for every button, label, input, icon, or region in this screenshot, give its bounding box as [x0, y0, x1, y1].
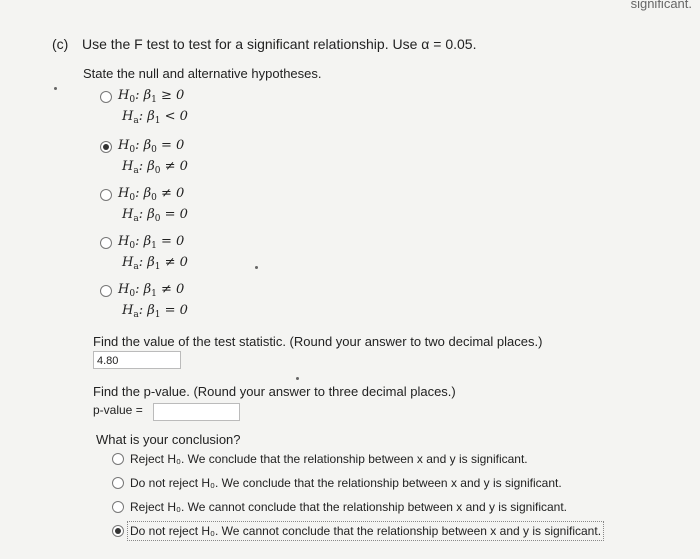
hypothesis-text: H: [118, 234, 130, 249]
radio-button[interactable]: [112, 453, 124, 465]
hypothesis-text: 0: [151, 145, 157, 155]
hypothesis-option[interactable]: [100, 282, 184, 299]
null-hypothesis: [118, 88, 184, 105]
hypothesis-text: 0: [129, 95, 136, 105]
hypotheses-prompt: State the null and alternative hypotheses.: [83, 66, 322, 81]
hypothesis-text: ≠ 0: [156, 282, 185, 297]
part-instruction: Use the F test to test for a significant relationship. Use α = 0.05.: [82, 36, 477, 52]
hypothesis-text: H: [122, 303, 134, 318]
hypothesis-text: ≠ 0: [160, 255, 188, 270]
alternative-hypothesis: [122, 159, 188, 176]
hypothesis-text: 1: [151, 289, 157, 299]
null-hypothesis: [118, 186, 184, 203]
hypothesis-text: ≥ 0: [156, 88, 185, 103]
hypothesis-text: ≠ 0: [156, 186, 185, 201]
radio-button[interactable]: [100, 189, 112, 201]
stray-mark: [54, 87, 57, 90]
hypothesis-text: = 0: [160, 207, 188, 222]
hypothesis-text: : β: [138, 255, 155, 270]
hypothesis-text: a: [133, 310, 139, 320]
hypothesis-text: : β: [135, 138, 152, 153]
conclusion-option[interactable]: [112, 524, 601, 538]
radio-button[interactable]: [100, 141, 112, 153]
alternative-hypothesis: [122, 207, 188, 224]
null-hypothesis: [118, 234, 184, 251]
null-hypothesis: [118, 282, 184, 299]
hypothesis-text: = 0: [160, 303, 188, 318]
hypothesis-text: 0: [154, 166, 161, 176]
conclusion-text: Reject H₀. We conclude that the relationship between x and y is significant.: [130, 452, 528, 466]
hypothesis-option[interactable]: [100, 186, 184, 203]
hypothesis-text: 1: [154, 116, 161, 126]
test-statistic-input[interactable]: 4.80: [93, 351, 181, 369]
stray-mark: [296, 377, 299, 380]
hypothesis-option[interactable]: [100, 234, 184, 251]
conclusion-option[interactable]: [112, 500, 567, 514]
hypothesis-text: H: [122, 159, 134, 174]
conclusion-text: Do not reject H₀. We cannot conclude that the relationship between x and y is significant.: [130, 524, 602, 538]
radio-button[interactable]: [100, 285, 112, 297]
hypothesis-text: a: [133, 116, 139, 126]
hypothesis-text: H: [122, 255, 134, 270]
hypothesis-text: : β: [135, 88, 152, 103]
stray-mark: [255, 266, 258, 269]
part-label: (c): [52, 36, 69, 52]
hypothesis-option[interactable]: [100, 138, 184, 155]
hypothesis-text: H: [118, 88, 130, 103]
conclusion-prompt: What is your conclusion?: [96, 432, 241, 447]
null-hypothesis: [118, 138, 184, 155]
hypothesis-text: 0: [129, 289, 136, 299]
hypothesis-text: : β: [135, 234, 152, 249]
radio-button[interactable]: [112, 501, 124, 513]
radio-button[interactable]: [100, 237, 112, 249]
cut-off-text: significant.: [630, 0, 692, 11]
test-statistic-prompt: Find the value of the test statistic. (Round your answer to two decimal places.): [93, 334, 543, 349]
hypothesis-text: 0: [151, 193, 157, 203]
radio-button[interactable]: [100, 91, 112, 103]
p-value-input[interactable]: [153, 403, 240, 421]
hypothesis-text: 1: [151, 241, 157, 251]
p-value-prompt: Find the p-value. (Round your answer to three decimal places.): [93, 384, 456, 399]
hypothesis-text: H: [118, 186, 130, 201]
conclusion-option[interactable]: [112, 452, 528, 466]
alternative-hypothesis: [122, 303, 188, 320]
conclusion-option[interactable]: [112, 476, 562, 490]
hypothesis-text: a: [133, 262, 139, 272]
hypothesis-text: = 0: [156, 138, 185, 153]
hypothesis-option[interactable]: [100, 88, 184, 105]
hypothesis-text: H: [122, 207, 134, 222]
hypothesis-text: 1: [154, 310, 161, 320]
hypothesis-text: : β: [138, 159, 155, 174]
hypothesis-text: ≠ 0: [160, 159, 188, 174]
hypothesis-text: 0: [129, 145, 136, 155]
hypothesis-text: : β: [138, 303, 155, 318]
hypothesis-text: = 0: [156, 234, 185, 249]
hypothesis-text: : β: [138, 109, 155, 124]
hypothesis-text: < 0: [160, 109, 188, 124]
hypothesis-text: H: [118, 282, 130, 297]
hypothesis-text: : β: [135, 186, 152, 201]
hypothesis-text: a: [133, 166, 139, 176]
hypothesis-text: 0: [154, 214, 161, 224]
hypothesis-text: 1: [151, 95, 157, 105]
conclusion-text: Do not reject H₀. We conclude that the relationship between x and y is significant.: [130, 476, 562, 490]
radio-button[interactable]: [112, 525, 124, 537]
hypothesis-text: 0: [129, 193, 136, 203]
hypothesis-text: : β: [135, 282, 152, 297]
hypothesis-text: : β: [138, 207, 155, 222]
alternative-hypothesis: [122, 109, 188, 126]
radio-button[interactable]: [112, 477, 124, 489]
hypothesis-text: a: [133, 214, 139, 224]
hypothesis-text: H: [122, 109, 134, 124]
p-value-label: p-value =: [93, 403, 143, 417]
alternative-hypothesis: [122, 255, 188, 272]
hypothesis-text: H: [118, 138, 130, 153]
conclusion-text: Reject H₀. We cannot conclude that the relationship between x and y is significant.: [130, 500, 568, 514]
hypothesis-text: 0: [129, 241, 136, 251]
hypothesis-text: 1: [154, 262, 161, 272]
